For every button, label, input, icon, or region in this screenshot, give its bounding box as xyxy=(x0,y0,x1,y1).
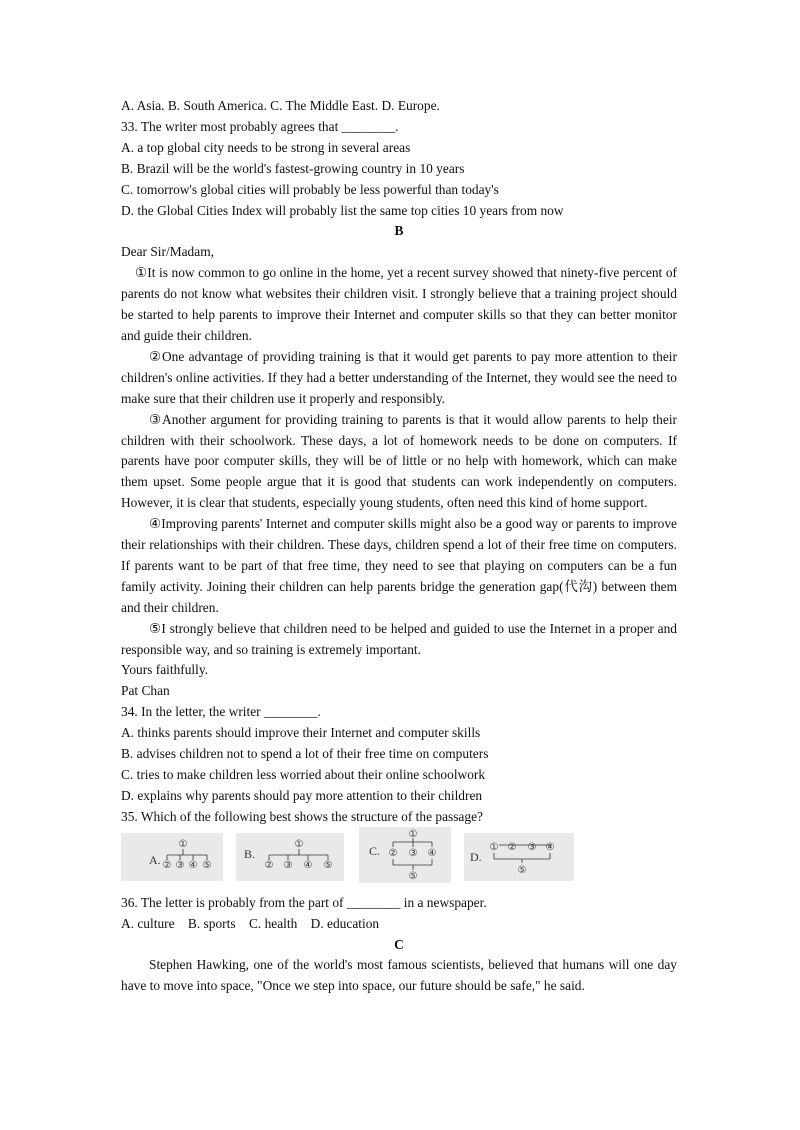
structure-diagram-c xyxy=(359,827,451,883)
svg-text:①: ① xyxy=(408,828,418,840)
svg-text:②: ② xyxy=(388,847,398,859)
svg-text:②: ② xyxy=(507,841,517,853)
diagram-b-letter: B. xyxy=(244,846,256,861)
svg-text:⑤: ⑤ xyxy=(517,864,527,876)
svg-text:②: ② xyxy=(264,859,274,871)
letter-closing: Yours faithfully. xyxy=(121,662,209,678)
structure-diagram-a xyxy=(121,833,223,881)
section-c-paragraph: Stephen Hawking, one of the world's most famous scientists, believed that humans will one day have to move into space, "Once we step into space, our future should be safe," he said. xyxy=(121,957,677,994)
q34-option-b: B. advises children not to spend a lot of their free time on computers xyxy=(121,746,489,762)
q36-options: A. culture B. sports C. health D. education xyxy=(121,915,380,931)
svg-text:①: ① xyxy=(489,841,499,853)
section-c-heading: C xyxy=(394,936,404,952)
letter-paragraph-4: ④Improving parents' Internet and computer skills might also be a good way or parents to improve their relationships with their children. These days, children spend a lot of their free time on computers. If parents want to be part of that free time, they need to see that playing on computers can be a fun family activity. Joining their children can help parents bridge the generation gap(代沟) between them and their children. xyxy=(121,516,677,615)
letter-paragraph-3: ③Another argument for providing training to parents is that it would allow parents to help their children with their schoolwork. These days, a lot of homework needs to be done on computers. If parents have poor computer skills, they will be of little or no help with homework, which can make them upset. Some people argue that it is good that students can work independently on computers. However, it is clear that students, especially young students, often need this kind of home support. xyxy=(121,411,677,511)
svg-text:②: ② xyxy=(162,859,172,871)
diagram-d-letter: D. xyxy=(470,849,482,864)
svg-text:③: ③ xyxy=(408,847,418,859)
svg-text:④: ④ xyxy=(188,859,198,871)
svg-text:④: ④ xyxy=(303,859,313,871)
svg-text:⑤: ⑤ xyxy=(202,859,212,871)
letter-greeting: Dear Sir/Madam, xyxy=(121,244,214,260)
q33-option-d: D. the Global Cities Index will probably list the same top cities 10 years from now xyxy=(121,202,564,218)
q32-options: A. Asia. B. South America. C. The Middle East. D. Europe. xyxy=(121,98,440,113)
q33-option-b: B. Brazil will be the world's fastest-growing country in 10 years xyxy=(121,160,465,176)
svg-text:③: ③ xyxy=(283,859,293,871)
structure-diagrams xyxy=(121,828,677,889)
structure-diagram-b xyxy=(236,833,344,881)
diagram-a-letter: A. xyxy=(149,852,161,867)
svg-text:①: ① xyxy=(294,838,304,850)
svg-text:③: ③ xyxy=(527,841,537,853)
letter-paragraph-2: ②One advantage of providing training is that it would get parents to pay more attention to their children's online activities. If they had a better understanding of the Internet, they would see the need to make sure that their children use it properly and responsibly. xyxy=(121,348,677,406)
letter-paragraph-5: ⑤I strongly believe that children need to be helped and guided to use the Internet in a proper and responsible way, and so training is extremely important. xyxy=(121,620,677,657)
q33-option-a: A. a top global city needs to be strong in several areas xyxy=(121,139,411,155)
q36-question: 36. The letter is probably from the part of ________ in a newspaper. xyxy=(121,894,487,910)
diagram-c-letter: C. xyxy=(369,843,381,858)
letter-signature: Pat Chan xyxy=(121,683,170,699)
q34-option-c: C. tries to make children less worried about their online schoolwork xyxy=(121,767,486,782)
svg-text:⑤: ⑤ xyxy=(408,870,418,882)
letter-paragraph-1: ①It is now common to go online in the home, yet a recent survey showed that ninety-five percent of parents do not know what websites their children visit. I strongly believe that a training project should be started to help parents to improve their Internet and computer skills so that they can better monitor and guide their children. xyxy=(121,265,677,343)
structure-diagram-d xyxy=(464,833,574,881)
q34-option-d: D. explains why parents should pay more attention to their children xyxy=(121,787,483,803)
page-content xyxy=(121,96,677,997)
q33-question: 33. The writer most probably agrees that ________. xyxy=(121,118,399,134)
svg-text:④: ④ xyxy=(545,841,555,853)
svg-text:⑤: ⑤ xyxy=(323,859,333,871)
q34-option-a: A. thinks parents should improve their Internet and computer skills xyxy=(121,725,481,741)
section-b-heading: B xyxy=(394,223,404,239)
svg-text:④: ④ xyxy=(427,847,437,859)
svg-text:③: ③ xyxy=(175,859,185,871)
q34-question: 34. In the letter, the writer ________. xyxy=(121,704,321,720)
q33-option-c: C. tomorrow's global cities will probably be less powerful than today's xyxy=(121,181,499,197)
q35-question: 35. Which of the following best shows the structure of the passage? xyxy=(121,808,483,824)
svg-text:①: ① xyxy=(178,838,188,850)
